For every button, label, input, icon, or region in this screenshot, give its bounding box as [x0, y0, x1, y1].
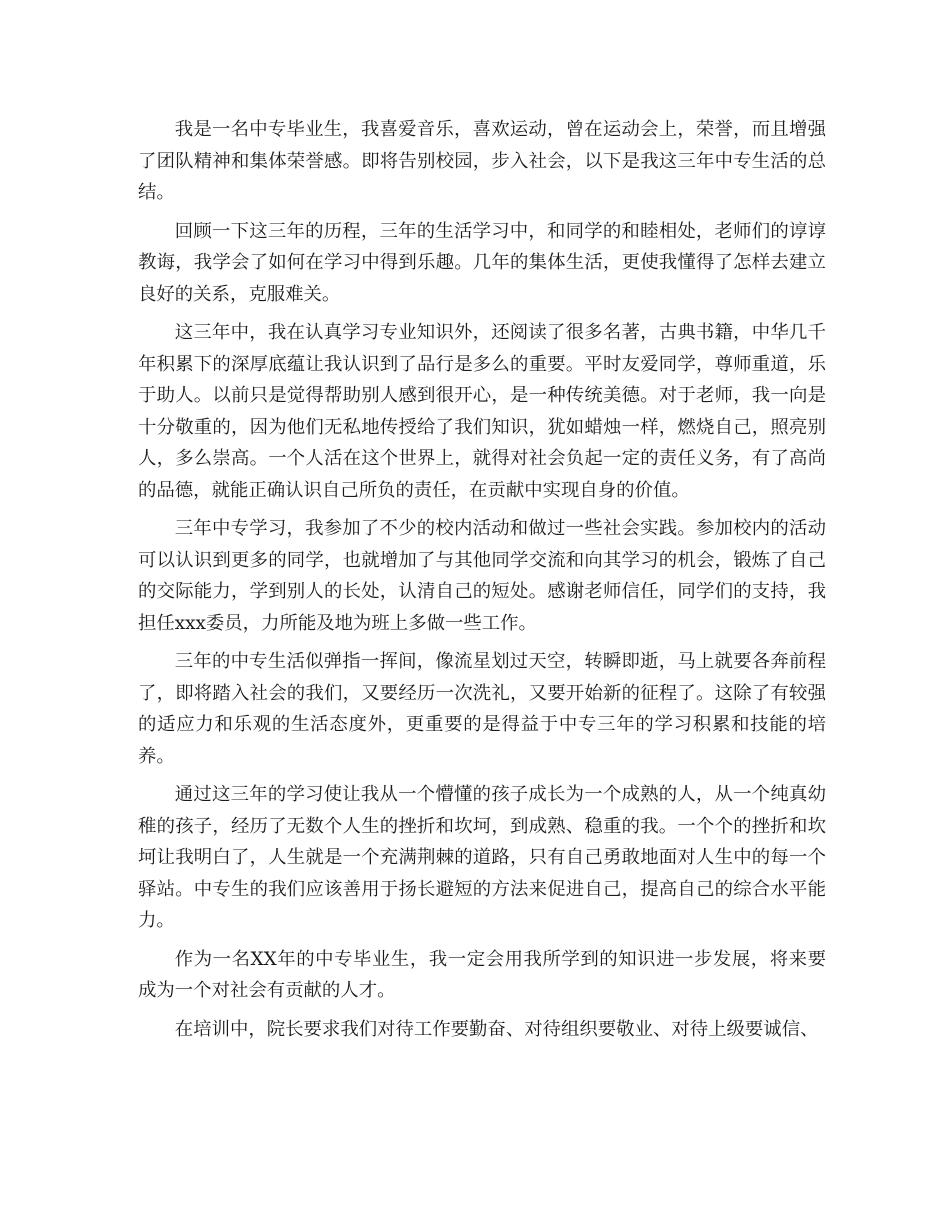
- paragraph-8: 在培训中，院长要求我们对待工作要勤奋、对待组织要敬业、对待上级要诚信、: [174, 1018, 819, 1040]
- paragraph-3: 这三年中，我在认真学习专业知识外，还阅读了很多名著，古典书籍，中华几千年积累下的深厚底蕴让我认识到了品行是多么的重要。平时友爱同学，尊师重道，乐于助人。以前只是觉得帮助别人感到很开心，是一种传统美德。对于老师，我一向是十分敬重的，因为他们无私地传授给了我们知识，犹如蜡烛一样，燃烧自己，照亮别人，多么崇高。一个人活在这个世界上，就得对社会负起一定的责任义务，有了高尚的品德，就能正确认识自己所负的责任，在贡献中实现自身的价值。: [138, 322, 826, 501]
- paragraph-5: 三年的中专生活似弹指一挥间，像流星划过天空，转瞬即逝，马上就要各奔前程了，即将踏入社会的我们，又要经历一次洗礼，又要开始新的征程了。这除了有较强的适应力和乐观的生活态度外，更重要的是得益于中专三年的学习积累和技能的培养。: [138, 651, 826, 767]
- paragraph-2: 回顾一下这三年的历程，三年的生活学习中，和同学的和睦相处，老师们的谆谆教诲，我学会了如何在学习中得到乐趣。几年的集体生活，更使我懂得了怎样去建立良好的关系，克服难关。: [138, 220, 826, 305]
- paragraph-4: 三年中专学习，我参加了不少的校内活动和做过一些社会实践。参加校内的活动可以认识到更多的同学，也就增加了与其他同学交流和向其学习的机会，锻炼了自己的交际能力，学到别人的长处，认清自己的短处。感谢老师信任，同学们的支持，我担任xxx委员，力所能及地为班上多做一些工作。: [138, 518, 826, 634]
- document-body: [138, 114, 826, 1052]
- paragraph-7: 作为一名XX年的中专毕业生，我一定会用我所学到的知识进一步发展，将来要成为一个对社会有贡献的人才。: [138, 948, 826, 1001]
- paragraph-1: 我是一名中专毕业生，我喜爱音乐，喜欢运动，曾在运动会上，荣誉，而且增强了团队精神和集体荣誉感。即将告别校园，步入社会，以下是我这三年中专生活的总结。: [138, 119, 826, 203]
- paragraph-6: 通过这三年的学习使让我从一个懵懂的孩子成长为一个成熟的人，从一个纯真幼稚的孩子，经历了无数个人生的挫折和坎坷，到成熟、稳重的我。一个个的挫折和坎坷让我明白了，人生就是一个充满荆棘的道路，只有自己勇敢地面对人生中的每一个驿站。中专生的我们应该善用于扬长避短的方法来促进自己，提高自己的综合水平能力。: [138, 784, 826, 931]
